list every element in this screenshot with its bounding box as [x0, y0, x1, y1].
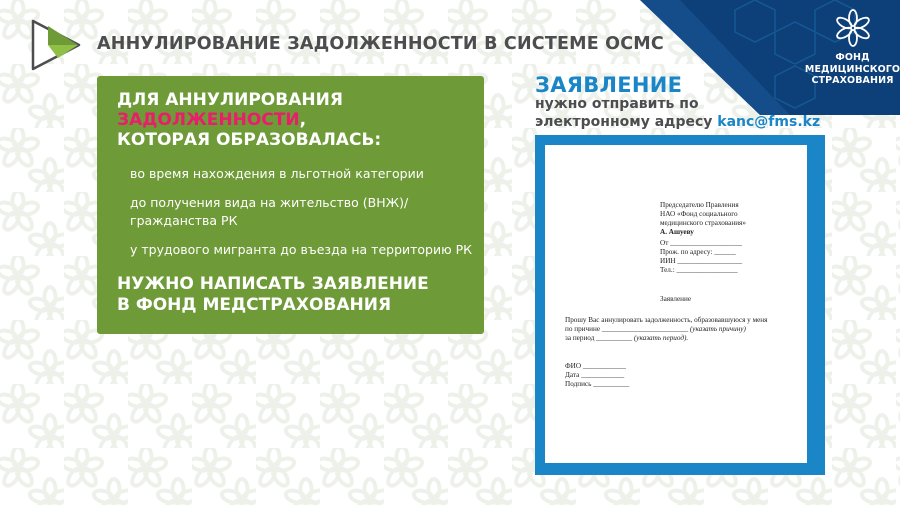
brand-line: МЕДИЦИНСКОГО — [804, 63, 900, 75]
heading-line: ДЛЯ АННУЛИРОВАНИЯ — [117, 90, 343, 110]
document-frame — [535, 135, 825, 475]
addressee-line: Председателю Правления — [660, 201, 739, 209]
body-text: по причине ________________________ — [565, 325, 689, 333]
signature-field: Дата ____________ — [565, 371, 625, 379]
body-hint: (указать период). — [633, 334, 689, 342]
subtitle-line: нужно отправить по — [535, 96, 699, 112]
highlight-text: ЗАДОЛЖЕННОСТИ — [117, 110, 300, 130]
info-heading — [117, 90, 381, 150]
document-body-line — [565, 334, 688, 343]
brand-line: ФОНД — [835, 52, 870, 63]
email-link[interactable]: kanc@fms.kz — [717, 114, 821, 130]
subtitle-line — [535, 113, 820, 131]
signature-field: ФИО ____________ — [565, 362, 626, 370]
document-body-line: Прошу Вас аннулировать задолженность, образовавшуюся у меня — [565, 316, 768, 324]
comma: , — [299, 110, 307, 130]
body-hint: (указать причину) — [689, 325, 746, 333]
brand-name — [800, 52, 900, 87]
info-panel — [97, 76, 484, 334]
form-field: ИИН __________________ — [660, 257, 743, 265]
subtitle-text: электронному адресу — [535, 114, 713, 130]
document-body-line — [565, 325, 746, 334]
application-title: ЗАЯВЛЕНИЕ — [535, 73, 683, 97]
heading-line — [117, 110, 381, 130]
logo-triangle-icon — [30, 18, 82, 72]
heading-line: КОТОРАЯ ОБРАЗОВАЛАСЬ: — [117, 130, 382, 150]
document-heading: Заявление — [660, 295, 692, 303]
brand-line: СТРАХОВАНИЯ — [811, 75, 894, 86]
page-title: АННУЛИРОВАНИЕ ЗАДОЛЖЕННОСТИ В СИСТЕМЕ ОСМС — [97, 34, 664, 54]
application-subtitle — [535, 95, 820, 131]
document-sample — [545, 145, 807, 463]
form-field: Тел.: _________________ — [660, 266, 738, 274]
cta-line: В ФОНД МЕДСТРАХОВАНИЯ — [117, 295, 392, 315]
form-field: Прож. по адресу: ______ — [660, 248, 736, 256]
addressee-line: НАО «Фонд социального — [660, 210, 738, 218]
body-text: за период __________ — [565, 334, 633, 342]
condition-item: гражданства РК — [130, 213, 238, 228]
call-to-action — [117, 274, 429, 316]
addressee-name: А. Ашуеву — [660, 228, 694, 236]
snowflake-logo-icon — [833, 8, 873, 48]
signature-field: Подпись __________ — [565, 380, 630, 388]
cta-line: НУЖНО НАПИСАТЬ ЗАЯВЛЕНИЕ — [117, 274, 429, 294]
condition-item: во время нахождения в льготной категории — [130, 166, 424, 181]
addressee-line: медицинского страхования» — [660, 219, 746, 227]
condition-item: у трудового мигранта до въезда на территорию РК — [130, 242, 473, 257]
form-field: От ____________________ — [660, 239, 743, 247]
condition-item: до получения вида на жительство (ВНЖ)/ — [130, 195, 409, 210]
